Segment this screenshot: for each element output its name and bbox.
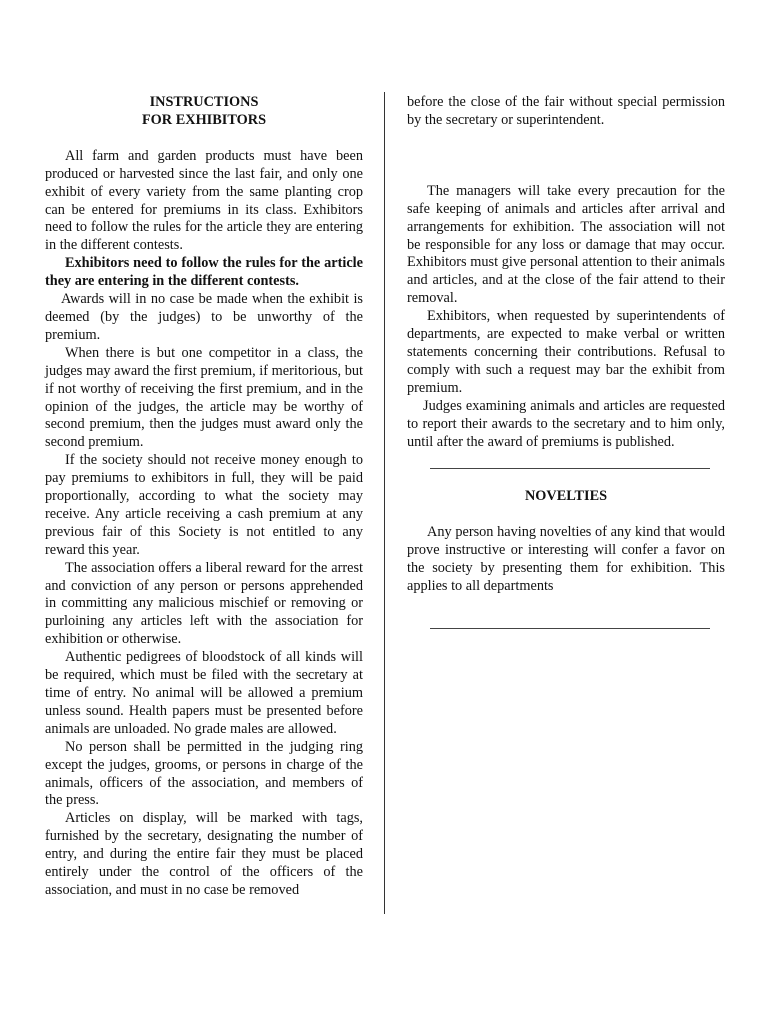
paragraph-awards: Awards will in no case be made when the exhibit is deemed (by the judges) to be unworthy of the premium. [45, 291, 363, 343]
paragraph-exhibitors-rules-bold: Exhibitors need to follow the rules for the article they are entering in the different contests. [45, 255, 363, 290]
left-column [45, 94, 363, 900]
section-rule-bottom [430, 628, 710, 629]
paragraph-farm-products: All farm and garden products must have been produced or harvested since the last fair, and only one exhibit of every variety from the same planting crop can be entered for premiums in its class. Exhibitors need to follow the rules for the article they are entering in the different contests. [45, 147, 363, 254]
paragraph-managers: The managers will take every precaution for the safe keeping of animals and articles after arrival and arrangements for exhibition. The association will not be responsible for any loss or damage that may occur. Exhibitors must give personal attention to their animals and articles, and at the close of the fair attend to their removal. [407, 182, 725, 307]
paragraph-exhibitors-requested: Exhibitors, when requested by superintendents of departments, are expected to make verbal or written statements concerning their contributions. Refusal to comply with such a request may bar the exhibit from premium. [407, 308, 725, 396]
right-column [407, 94, 725, 629]
novelties-heading: NOVELTIES [524, 488, 608, 505]
paragraph-one-competitor: When there is but one competitor in a class, the judges may award the first premium, if meritorious, but if not worthy of receiving the first premium, and in the opinion of the judges, the article may be worthy of second premium, then the judges must award only the second premium. [45, 344, 363, 451]
paragraph-society-money: If the society should not receive money enough to pay premiums to exhibitors in full, they will be paid proportionally, according to what the society may receive. Any article receiving a cash premium at any previous fair of this Society is not entitled to any reward this year. [45, 452, 363, 558]
instructions-heading-line1: INSTRUCTIONS [149, 94, 259, 110]
column-divider [384, 92, 385, 914]
paragraph-liberal-reward: The association offers a liberal reward for the arrest and conviction of any person or persons apprehended in committing any malicious mischief or removing or purloining any articles left with the association for exhibition or otherwise. [45, 559, 363, 648]
right-spacer [407, 130, 725, 183]
paragraph-continuation: before the close of the fair without special permission by the secretary or superintendent. [407, 94, 725, 128]
paragraph-pedigrees: Authentic pedigrees of bloodstock of all kinds will be required, which must be filed with the secretary at time of entry. No animal will be allowed a premium unless sound. Health papers must be presented before animals are unloaded. No grade males are allowed. [45, 649, 363, 737]
heading-spacer [45, 130, 363, 147]
instructions-heading-line2: FOR EXHIBITORS [141, 111, 267, 128]
paragraph-articles-display: Articles on display, will be marked with tags, furnished by the secretary, designating the number of entry, and during the entire fair they must be placed entirely under the control of the officers of the association, and must in no case be removed [45, 810, 363, 898]
paragraph-judges-examining: Judges examining animals and articles are requested to report their awards to the secretary and to him only, until after the award of premiums is published. [407, 397, 725, 450]
paragraph-novelties: Any person having novelties of any kind that would prove instructive or interesting will confer a favor on the society by presenting them for exhibition. This applies to all departments [407, 524, 725, 595]
paragraph-judging-ring: No person shall be permitted in the judging ring except the judges, grooms, or persons in charge of the animals, officers of the association, and members of the press. [45, 738, 363, 809]
